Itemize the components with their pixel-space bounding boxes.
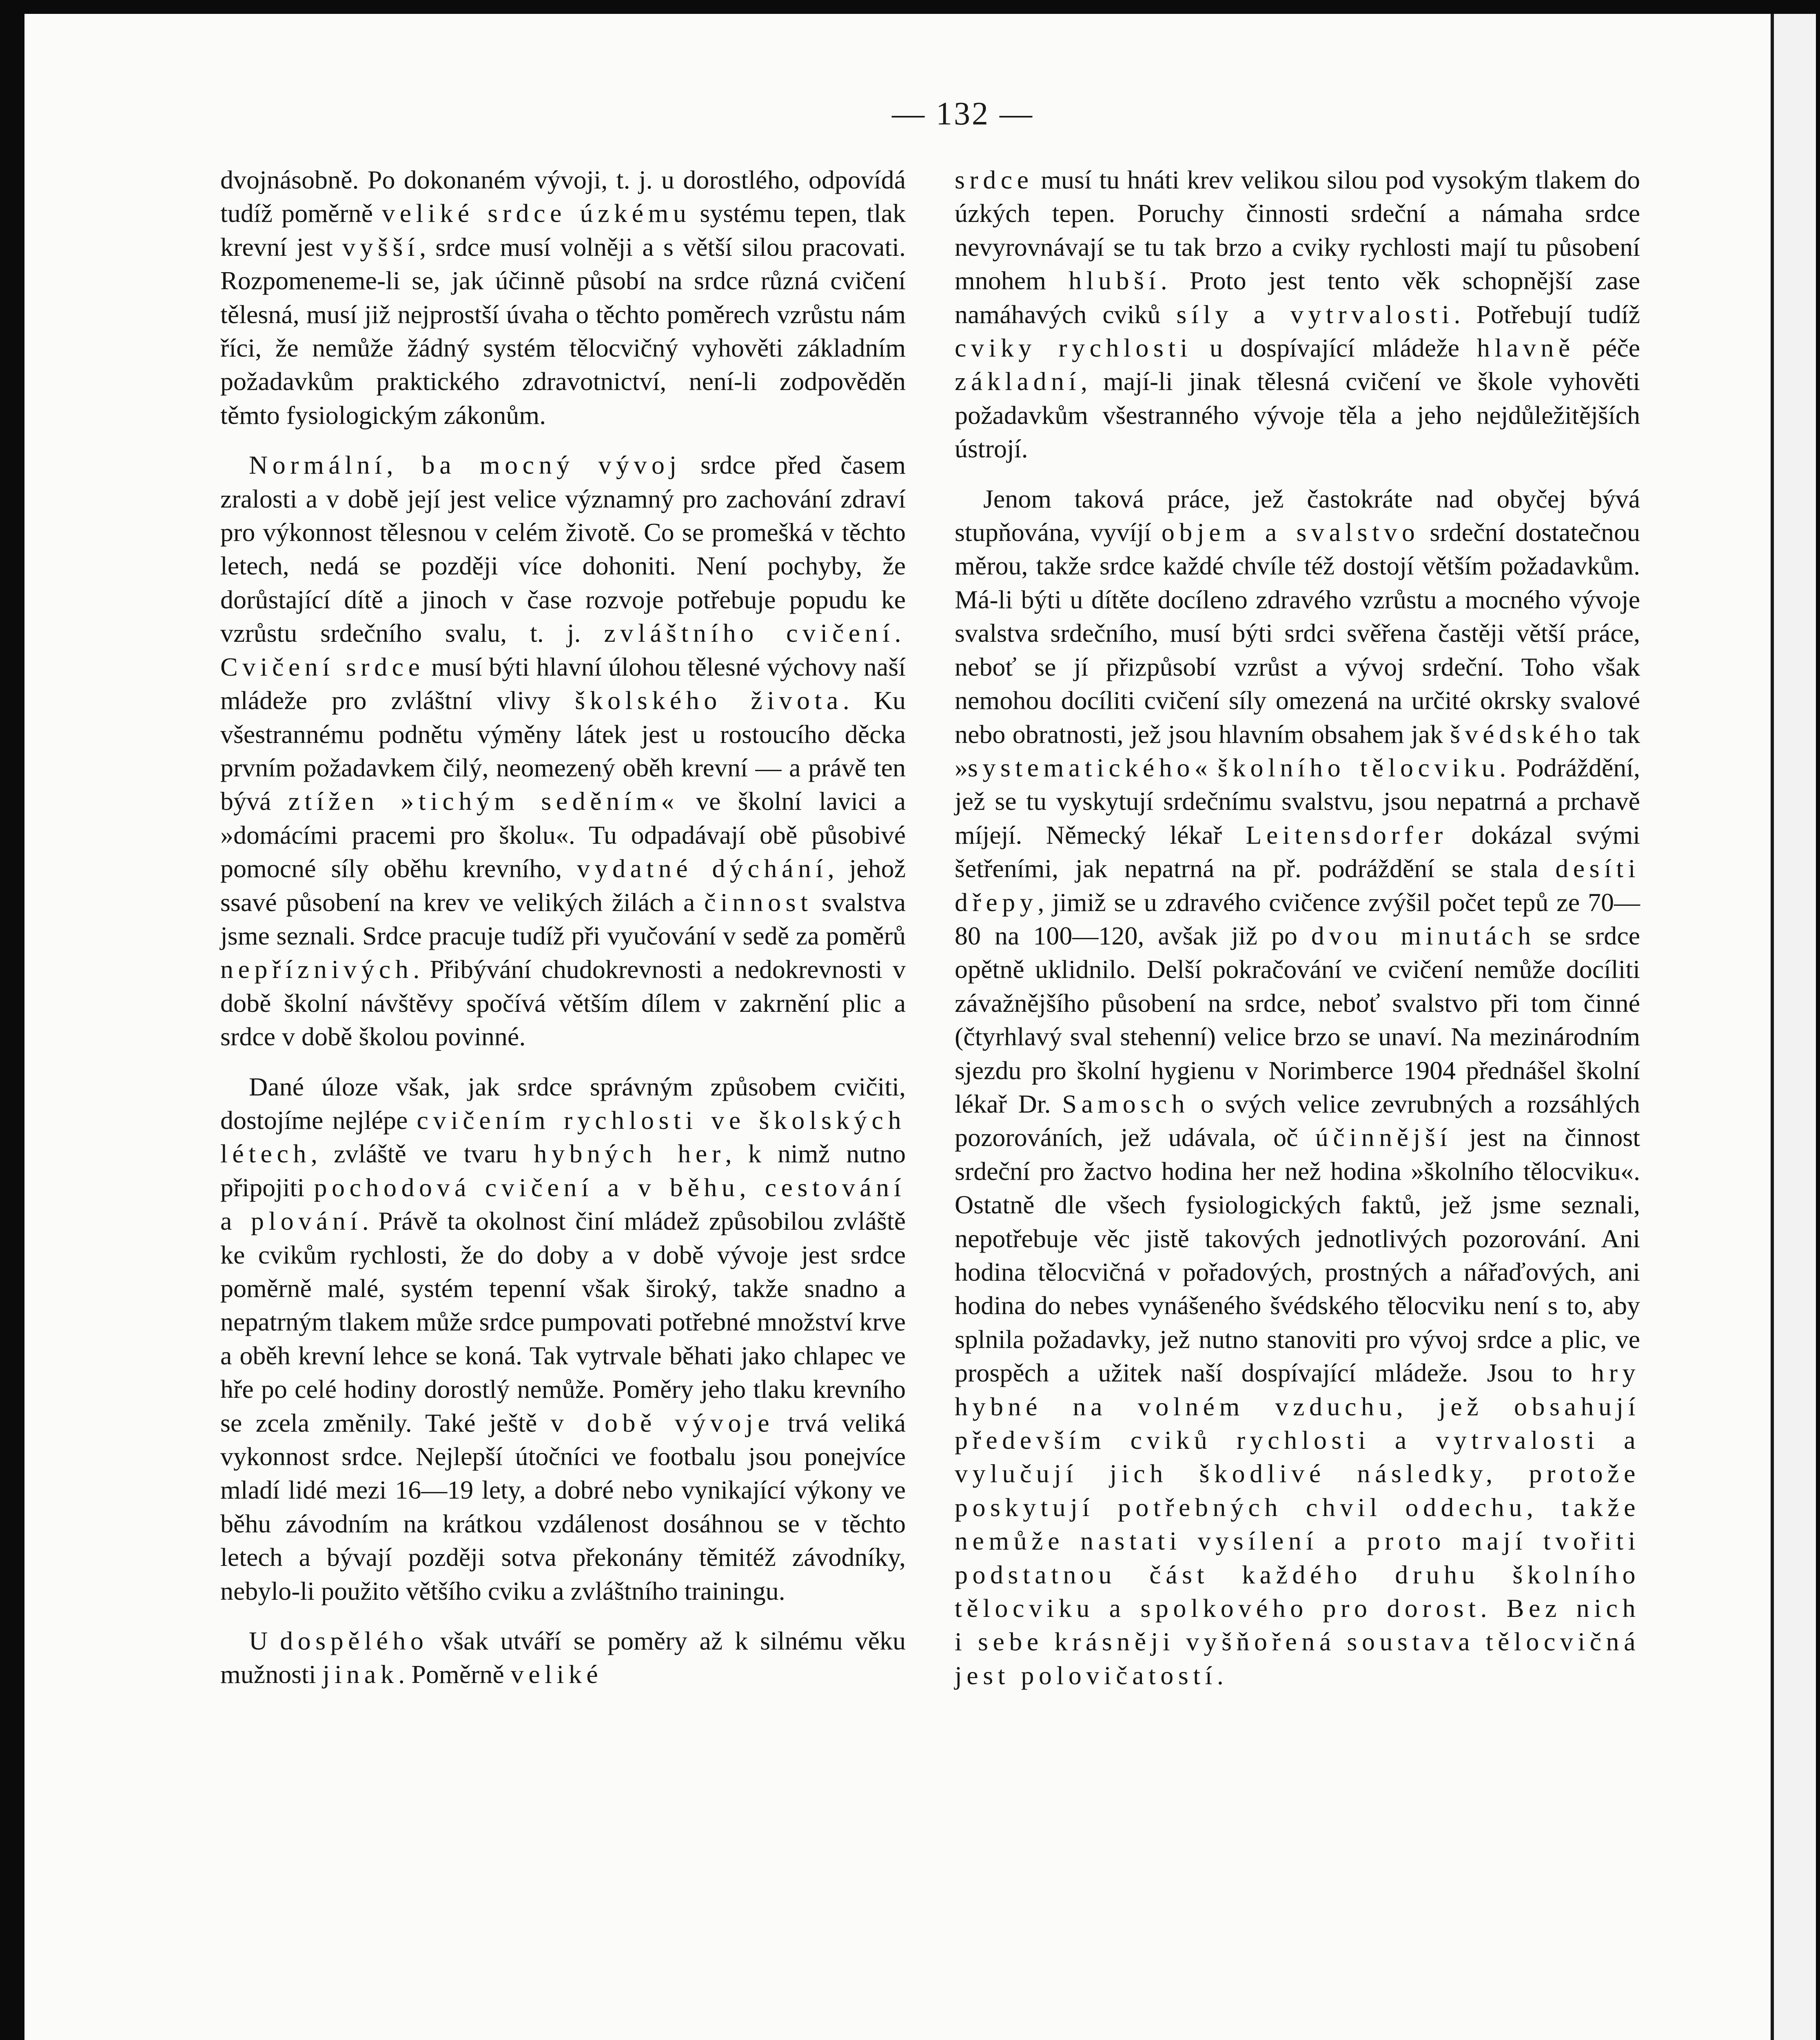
emphasized-text: švédského [1450,719,1601,749]
emphasized-text: Normální, ba mocný vývoj [249,450,681,480]
emphasized-text: Leitensdorfer [1246,820,1448,849]
text-run: Dané úloze však, jak srdce správným způsobem cvičiti, dostojíme nejlépe [220,1072,906,1135]
text-run: jest na činnost srdeční pro žactvo hodina her než hodina »školního tělocviku«. Ostatně dle všech fysiologických faktů, jež jsme seznali, nepotřebuje věc jistě takových jednotlivých pozorování. Ani hodina tělocvičná v pořadových, prostných a nářaďových, ani hodina do nebes vynášeného švédského tělocviku není s to, aby splnila požadavky, jež nutno stanoviti pro vývoj srdce a plic, ve prospěch a užitek naší dospívající mládeže. Jsou to [955,1123,1640,1388]
emphasized-text: ztížen »tichým seděním« [288,787,679,816]
text-run: dvojnásobně. Po dokonaném vývoji, t. j. u dorostlého, odpovídá tudíž poměrně [220,165,906,228]
text-run: . Podráždění, jež se tu vyskytují srdečnímu svalstvu, jsou nepatrná a prchavě míjejí. Německý lékař [955,753,1640,849]
text-run: systému tepen, tlak krevní jest [220,199,906,262]
text-run: tak » [955,719,1640,782]
emphasized-text: hybných her [534,1139,725,1169]
emphasized-text: zvláštního cvičení. Cvičení srdce [220,619,906,681]
emphasized-text: školského života [575,686,843,715]
emphasized-text: pochodová cvičení a v běhu, cestování a plování [220,1173,906,1236]
emphasized-text: hry hybné na volném vzduchu, jež obsahují především cviků rychlosti a vytrvalosti a vylučují jich škodlivé následky, protože poskytují potřebných chvil oddechu, takže nemůže nastati vysílení a proto mají tvořiti podstatnou část každého druhu školního tělocviku a spolkového pro dorost. Bez nich i sebe krásněji vyšňořená soustava tělocvičná jest polovičatostí [955,1358,1640,1690]
paragraph [220,1070,906,1608]
right-text-column [955,163,1640,1709]
text-run: dokázal svými šetřeními, jak nepatrná na př. podráždění se stala [955,820,1640,883]
left-text-column [220,163,906,1708]
emphasized-text: cviky rychlosti [955,333,1192,363]
text-run: se srdce opětně uklidnilo. Delší pokračování ve cvičení nemůže docíliti závažnějšího působení na srdce, neboť svalstvo při tom činné (čtyrhlavý sval stehenní) velice brzo se unaví. Na mezinárodním sjezdu pro školní hygienu v Norimberce 1904 přednášel školní lékař Dr. [955,921,1640,1118]
emphasized-text: cvičením rychlosti ve školských létech [220,1105,906,1169]
emphasized-text: jinak [322,1660,399,1689]
text-run: . [1217,1661,1224,1690]
emphasized-text: vydatné dýchání [576,854,828,883]
text-run: . Právě ta okolnost činí mládež způsobilou zvláště ke cvikům rychlosti, že do doby a v době vývoje jest srdce poměrně malé, systém tepenní však široký, takže snadno a nepatrným tlakem může srdce pumpovati potřebné množství krve a oběh krevní lehce se koná. Tak vytrvale běhati jako chlapec ve hře po celé hodiny dorostlý nemůže. Poměry jeho tlaku krevního se zcela změnily. Také ještě [220,1206,906,1437]
text-run: péče [1574,333,1640,363]
emphasized-text: základní [955,367,1081,396]
emphasized-text: školního tělocviku [1217,753,1500,782]
emphasized-text: nepříznivých [220,955,413,984]
text-run: , srdce musí volněji a s větší silou pracovati. Rozpomeneme-li se, jak účinně působí na srdce různá cvičení tělesná, musí již nejprostší úvaha o těchto poměrech vzrůstu nám říci, že nemůže žádný systém tělocvičný vyhověti základním požadavkům praktického zdravotnictví, není-li zodpověděn těmto fysiologickým zákonům. [220,232,906,430]
text-run: « [1194,753,1218,782]
emphasized-text: dvou minutách [1311,921,1536,950]
text-run: u dospívající mládeže [1192,333,1477,363]
text-run: trvá veliká vykonnost srdce. Nejlepší útočníci ve footbalu jsou ponejvíce mladí lidé mezi 16—19 lety, a dobré nebo vynikající výkony ve běhu závodním na krátkou vzdálenost dosáhnou se v těchto letech a bývají později sotva překonány těmitéž závodníky, nebylo-li použito většího cviku a zvláštního trainingu. [220,1408,906,1605]
emphasized-text: dospělého [280,1626,428,1656]
text-run: , mají-li jinak tělesná cvičení ve škole vyhověti požadavkům všestranného vývoje těla a jeho nejdůležitějších ústrojí. [955,367,1640,463]
emphasized-text: objem a svalstvo [1161,518,1420,547]
text-run: srdeční dostatečnou měrou, takže srdce každé chvíle též dostojí větším požadavkům. Má-li býti u dítěte docíleno zdravého vzrůstu a mocného vývoje svalstva srdečního, musí býti srdci svěřena častěji větší práce, neboť se jí přizpůsobí vzrůst a vývoj srdeční. Toho však nemohou docíliti cvičení síly omezená na určité okrsky svalové nebo obratnosti, jež jsou hlavním obsahem jak [955,518,1640,749]
paragraph [955,163,1640,466]
emphasized-text: síly a vytrvalosti [1176,299,1454,329]
text-run: , jehož ssavé působení na krev ve velikých žilách a [220,854,906,917]
emphasized-text: účinnější [1315,1123,1452,1152]
emphasized-text: hlavně [1477,333,1575,363]
page-number: — 132 — [892,96,1034,132]
text-run: musí tu hnáti krev velikou silou pod vysokým tlakem do úzkých tepen. Poruchy činnosti srdeční a námaha srdce nevyrovnávají se tu tak brzo a cviky rychlosti mají tu působení mnohem [955,165,1640,295]
text-run: U [249,1626,280,1656]
paragraph [955,482,1640,1693]
emphasized-text: systematického [968,753,1195,782]
emphasized-text: hlubší [1069,266,1161,295]
text-run: však utváří se poměry až k silnému věku mužnosti [220,1626,906,1689]
emphasized-text: v době vývoje [550,1408,774,1437]
text-run: o svých velice zevrubných a rozsáhlých pozorováních, jež udávala, oč [955,1089,1640,1152]
paragraph [220,163,906,432]
text-run: srdce před časem zralosti a v době její jest velice významný pro zachování zdraví pro výkonnost tělesnou v celém životě. Co se promešká v těchto letech, nedá se později více dohoniti. Není pochyby, že dorůstající dítě a jinoch v čase rozvoje potřebuje popudu ke vzrůstu srdečního svalu, t. j. [220,450,906,648]
text-run: . Potřebují tudíž [1454,299,1640,329]
emphasized-text: srdce [955,165,1033,194]
text-run: , zvláště ve tvaru [310,1139,534,1169]
text-run: ve školní lavici a »domácími pracemi pro školu«. Tu odpadávají obě působivé pomocné síly oběhu krevního, [220,787,906,883]
text-run: . Přibývání chudokrevnosti a nedokrevnosti v době školní návštěvy spočívá větším dílem v zakrnění plic a srdce v době školou povinné. [220,955,906,1051]
paragraph [220,448,906,1053]
text-run: . Proto jest tento věk schopnější zase namáhavých cviků [955,266,1640,329]
text-run: . Poměrně [398,1660,511,1689]
emphasized-text: veliké srdce úzkému [382,199,691,228]
text-run: Jenom taková práce, jež častokráte nad obyčej bývá stupňována, vyvíjí [955,484,1640,547]
text-run: svalstva jsme seznali. Srdce pracuje tudíž při vyučování v sedě za poměrů [220,887,906,950]
emphasized-text: desíti dřepy [955,854,1640,917]
emphasized-text: vyšší [342,232,420,262]
text-run: , k nimž nutno připojiti [220,1139,906,1202]
emphasized-text: činnost [704,887,813,917]
text-run: , jimiž se u zdravého cvičence zvýšil počet tepů ze 70—80 na 100—120, avšak již po [955,887,1640,950]
text-run: . Ku všestrannému podnětu výměny látek jest u rostoucího děcka prvním požadavkem čilý, neomezený oběh krevní — a právě ten bývá [220,686,906,816]
scan-edge-strip [1771,0,1820,2040]
text-run: musí býti hlavní úlohou tělesné výchovy naší mládeže pro zvláštní vlivy [220,652,906,715]
emphasized-text: Samosch [1062,1089,1190,1118]
emphasized-text: veliké [510,1660,603,1689]
paragraph [220,1624,906,1692]
